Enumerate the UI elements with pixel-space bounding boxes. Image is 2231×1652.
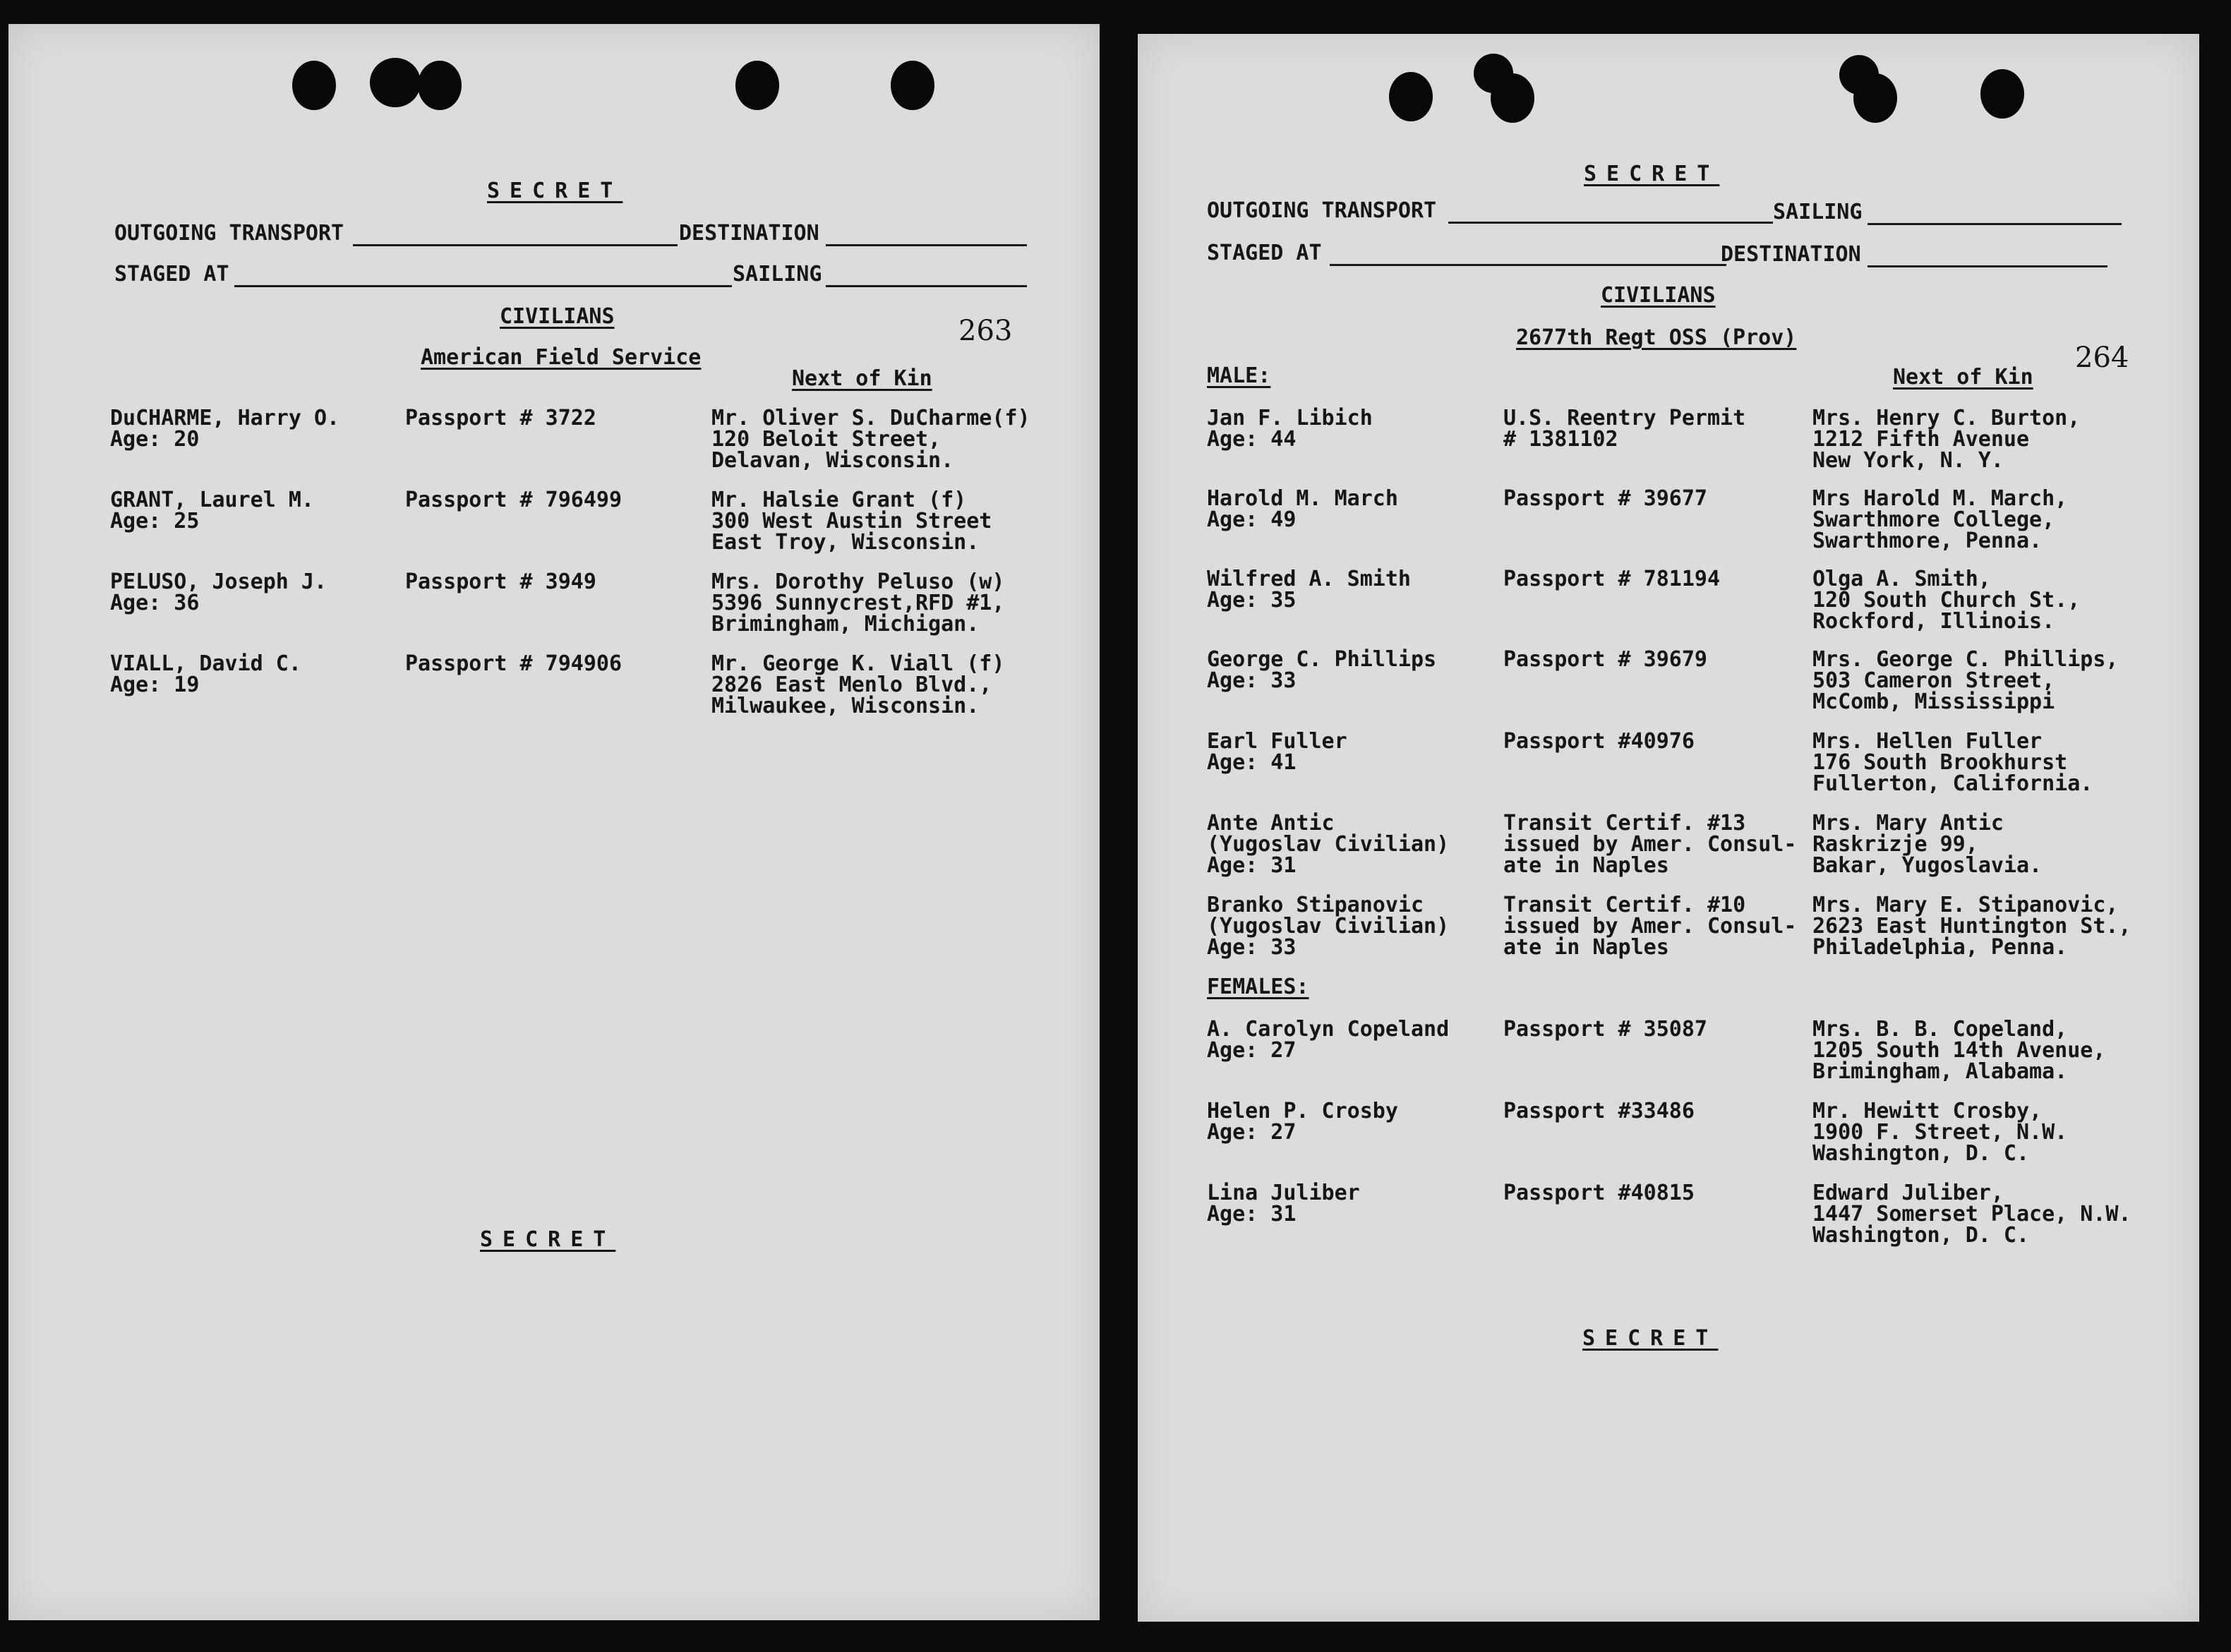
subsection-title: 2677th Regt OSS (Prov) (1516, 325, 1797, 350)
next-of-kin-header: Next of Kin (792, 366, 932, 391)
person-name: Lina Juliber (1207, 1181, 1360, 1205)
kin-line: Brimingham, Alabama. (1812, 1059, 2068, 1084)
destination-blank (1868, 265, 2107, 267)
travel-document: Passport # 39679 (1503, 647, 1707, 672)
secret-footer: SECRET (1582, 1326, 1719, 1351)
staged-at-label: STAGED AT (1207, 241, 1322, 265)
kin-line: New York, N. Y. (1812, 448, 2004, 473)
person-age: Age: 27 (1207, 1120, 1297, 1145)
kin-line: 120 South Church St., (1812, 588, 2081, 613)
kin-line: Raskrizje 99, (1812, 832, 1978, 857)
document-page-right (1138, 34, 2199, 1622)
sailing-blank (826, 285, 1027, 287)
kin-line: Mrs. B. B. Copeland, (1812, 1017, 2068, 1042)
secret-header: SECRET (1584, 162, 1720, 186)
person-age: Age: 33 (1207, 935, 1297, 960)
travel-document: Passport # 3722 (405, 406, 596, 430)
person-name: Jan F. Libich (1207, 406, 1373, 430)
punch-hole (891, 61, 934, 110)
outgoing-transport-blank (1448, 222, 1773, 224)
kin-line: Washington, D. C. (1812, 1223, 2030, 1248)
kin-line: 1212 Fifth Avenue (1812, 427, 2030, 452)
kin-line: Mrs. Henry C. Burton, (1812, 406, 2081, 430)
kin-line: Mr. Oliver S. DuCharme(f) (711, 406, 1030, 430)
kin-line: Milwaukee, Wisconsin. (711, 694, 980, 718)
person-name: Helen P. Crosby (1207, 1099, 1398, 1123)
kin-line: Brimingham, Michigan. (711, 612, 980, 637)
page-number: 263 (958, 315, 1013, 347)
sailing-blank (1868, 223, 2122, 225)
person-age: Age: 35 (1207, 588, 1297, 613)
kin-line: 176 South Brookhurst (1812, 750, 2068, 775)
kin-line: 300 West Austin Street (711, 509, 992, 533)
kin-line: 5396 Sunnycrest,RFD #1, (711, 591, 1005, 615)
kin-line: Olga A. Smith, (1812, 567, 1991, 591)
travel-document: Transit Certif. #10 (1503, 893, 1746, 917)
subsection-title: American Field Service (421, 345, 702, 370)
staged-at-blank (1330, 264, 1726, 266)
kin-line: Swarthmore, Penna. (1812, 529, 2043, 553)
male-label: MALE: (1207, 363, 1271, 388)
travel-document: Passport #40976 (1503, 729, 1695, 754)
kin-line: Fullerton, California. (1812, 771, 2093, 796)
person-note: (Yugoslav Civilian) (1207, 914, 1450, 939)
punch-hole (370, 58, 421, 107)
travel-document: issued by Amer. Consul- (1503, 832, 1797, 857)
kin-line: Mrs. Mary Antic (1812, 811, 2004, 836)
person-age: Age: 49 (1207, 507, 1297, 532)
punch-hole (735, 61, 779, 110)
person-age: Age: 44 (1207, 427, 1297, 452)
kin-line: Swarthmore College, (1812, 507, 2055, 532)
person-name: GRANT, Laurel M. (110, 488, 314, 512)
kin-line: Delavan, Wisconsin. (711, 448, 954, 473)
document-page-left (8, 24, 1100, 1620)
sailing-label: SAILING (1773, 200, 1863, 224)
section-title: CIVILIANS (1601, 283, 1716, 308)
travel-document: Transit Certif. #13 (1503, 811, 1746, 836)
destination-label: DESTINATION (679, 221, 819, 246)
outgoing-transport-label: OUTGOING TRANSPORT (114, 221, 344, 246)
secret-footer: SECRET (480, 1227, 616, 1252)
kin-line: Mrs. Hellen Fuller (1812, 729, 2043, 754)
females-label: FEMALES: (1207, 975, 1309, 999)
person-name: VIALL, David C. (110, 651, 301, 676)
person-age: Age: 33 (1207, 668, 1297, 693)
person-name: Harold M. March (1207, 486, 1398, 511)
page-number: 264 (2075, 342, 2129, 374)
kin-line: Mr. Halsie Grant (f) (711, 488, 967, 512)
punch-hole (418, 61, 462, 110)
person-note: (Yugoslav Civilian) (1207, 832, 1450, 857)
person-name: DuCHARME, Harry O. (110, 406, 340, 430)
kin-line: Mr. Hewitt Crosby, (1812, 1099, 2043, 1123)
kin-line: 120 Beloit Street, (711, 427, 942, 452)
person-age: Age: 20 (110, 427, 200, 452)
person-name: Ante Antic (1207, 811, 1335, 836)
person-name: Branko Stipanovic (1207, 893, 1424, 917)
kin-line: Mrs Harold M. March, (1812, 486, 2068, 511)
punch-hole (1491, 73, 1534, 123)
person-age: Age: 25 (110, 509, 200, 533)
staged-at-blank (234, 285, 732, 287)
travel-document: Passport # 796499 (405, 488, 623, 512)
kin-line: 1900 F. Street, N.W. (1812, 1120, 2068, 1145)
person-name: PELUSO, Joseph J. (110, 569, 327, 594)
travel-document: Passport # 39677 (1503, 486, 1707, 511)
punch-hole (1980, 69, 2024, 119)
kin-line: 1205 South 14th Avenue, (1812, 1038, 2106, 1063)
kin-line: Rockford, Illinois. (1812, 609, 2055, 634)
person-name: A. Carolyn Copeland (1207, 1017, 1450, 1042)
secret-header: SECRET (487, 179, 623, 203)
travel-document: # 1381102 (1503, 427, 1618, 452)
kin-line: Bakar, Yugoslavia. (1812, 853, 2043, 878)
kin-line: 1447 Somerset Place, N.W. (1812, 1202, 2131, 1226)
travel-document: Passport # 794906 (405, 651, 623, 676)
travel-document: issued by Amer. Consul- (1503, 914, 1797, 939)
destination-blank (826, 244, 1027, 246)
outgoing-transport-label: OUTGOING TRANSPORT (1207, 198, 1437, 223)
person-age: Age: 19 (110, 673, 200, 697)
travel-document: Passport # 35087 (1503, 1017, 1707, 1042)
person-name: George C. Phillips (1207, 647, 1437, 672)
travel-document: Passport #33486 (1503, 1099, 1695, 1123)
person-age: Age: 41 (1207, 750, 1297, 775)
staged-at-label: STAGED AT (114, 262, 229, 287)
sailing-label: SAILING (733, 262, 822, 287)
punch-hole (292, 61, 336, 110)
outgoing-transport-blank (353, 244, 678, 246)
kin-line: 2826 East Menlo Blvd., (711, 673, 992, 697)
kin-line: 2623 East Huntington St., (1812, 914, 2131, 939)
punch-hole (1389, 72, 1433, 121)
travel-document: Passport # 781194 (1503, 567, 1721, 591)
person-age: Age: 36 (110, 591, 200, 615)
kin-line: Washington, D. C. (1812, 1141, 2030, 1166)
travel-document: ate in Naples (1503, 853, 1669, 878)
person-age: Age: 31 (1207, 853, 1297, 878)
travel-document: Passport # 3949 (405, 569, 596, 594)
kin-line: Mrs. George C. Phillips, (1812, 647, 2119, 672)
kin-line: McComb, Mississippi (1812, 689, 2055, 714)
kin-line: Philadelphia, Penna. (1812, 935, 2068, 960)
person-age: Age: 31 (1207, 1202, 1297, 1226)
punch-hole (1853, 73, 1897, 123)
kin-line: 503 Cameron Street, (1812, 668, 2055, 693)
destination-label: DESTINATION (1721, 242, 1861, 267)
kin-line: Mrs. Dorothy Peluso (w) (711, 569, 1005, 594)
person-name: Wilfred A. Smith (1207, 567, 1411, 591)
kin-line: Mr. George K. Viall (f) (711, 651, 1005, 676)
travel-document: ate in Naples (1503, 935, 1669, 960)
kin-line: East Troy, Wisconsin. (711, 530, 980, 555)
kin-line: Edward Juliber, (1812, 1181, 2004, 1205)
travel-document: U.S. Reentry Permit (1503, 406, 1746, 430)
travel-document: Passport #40815 (1503, 1181, 1695, 1205)
section-title: CIVILIANS (500, 304, 615, 329)
kin-line: Mrs. Mary E. Stipanovic, (1812, 893, 2119, 917)
next-of-kin-header: Next of Kin (1893, 365, 2033, 390)
person-age: Age: 27 (1207, 1038, 1297, 1063)
person-name: Earl Fuller (1207, 729, 1347, 754)
